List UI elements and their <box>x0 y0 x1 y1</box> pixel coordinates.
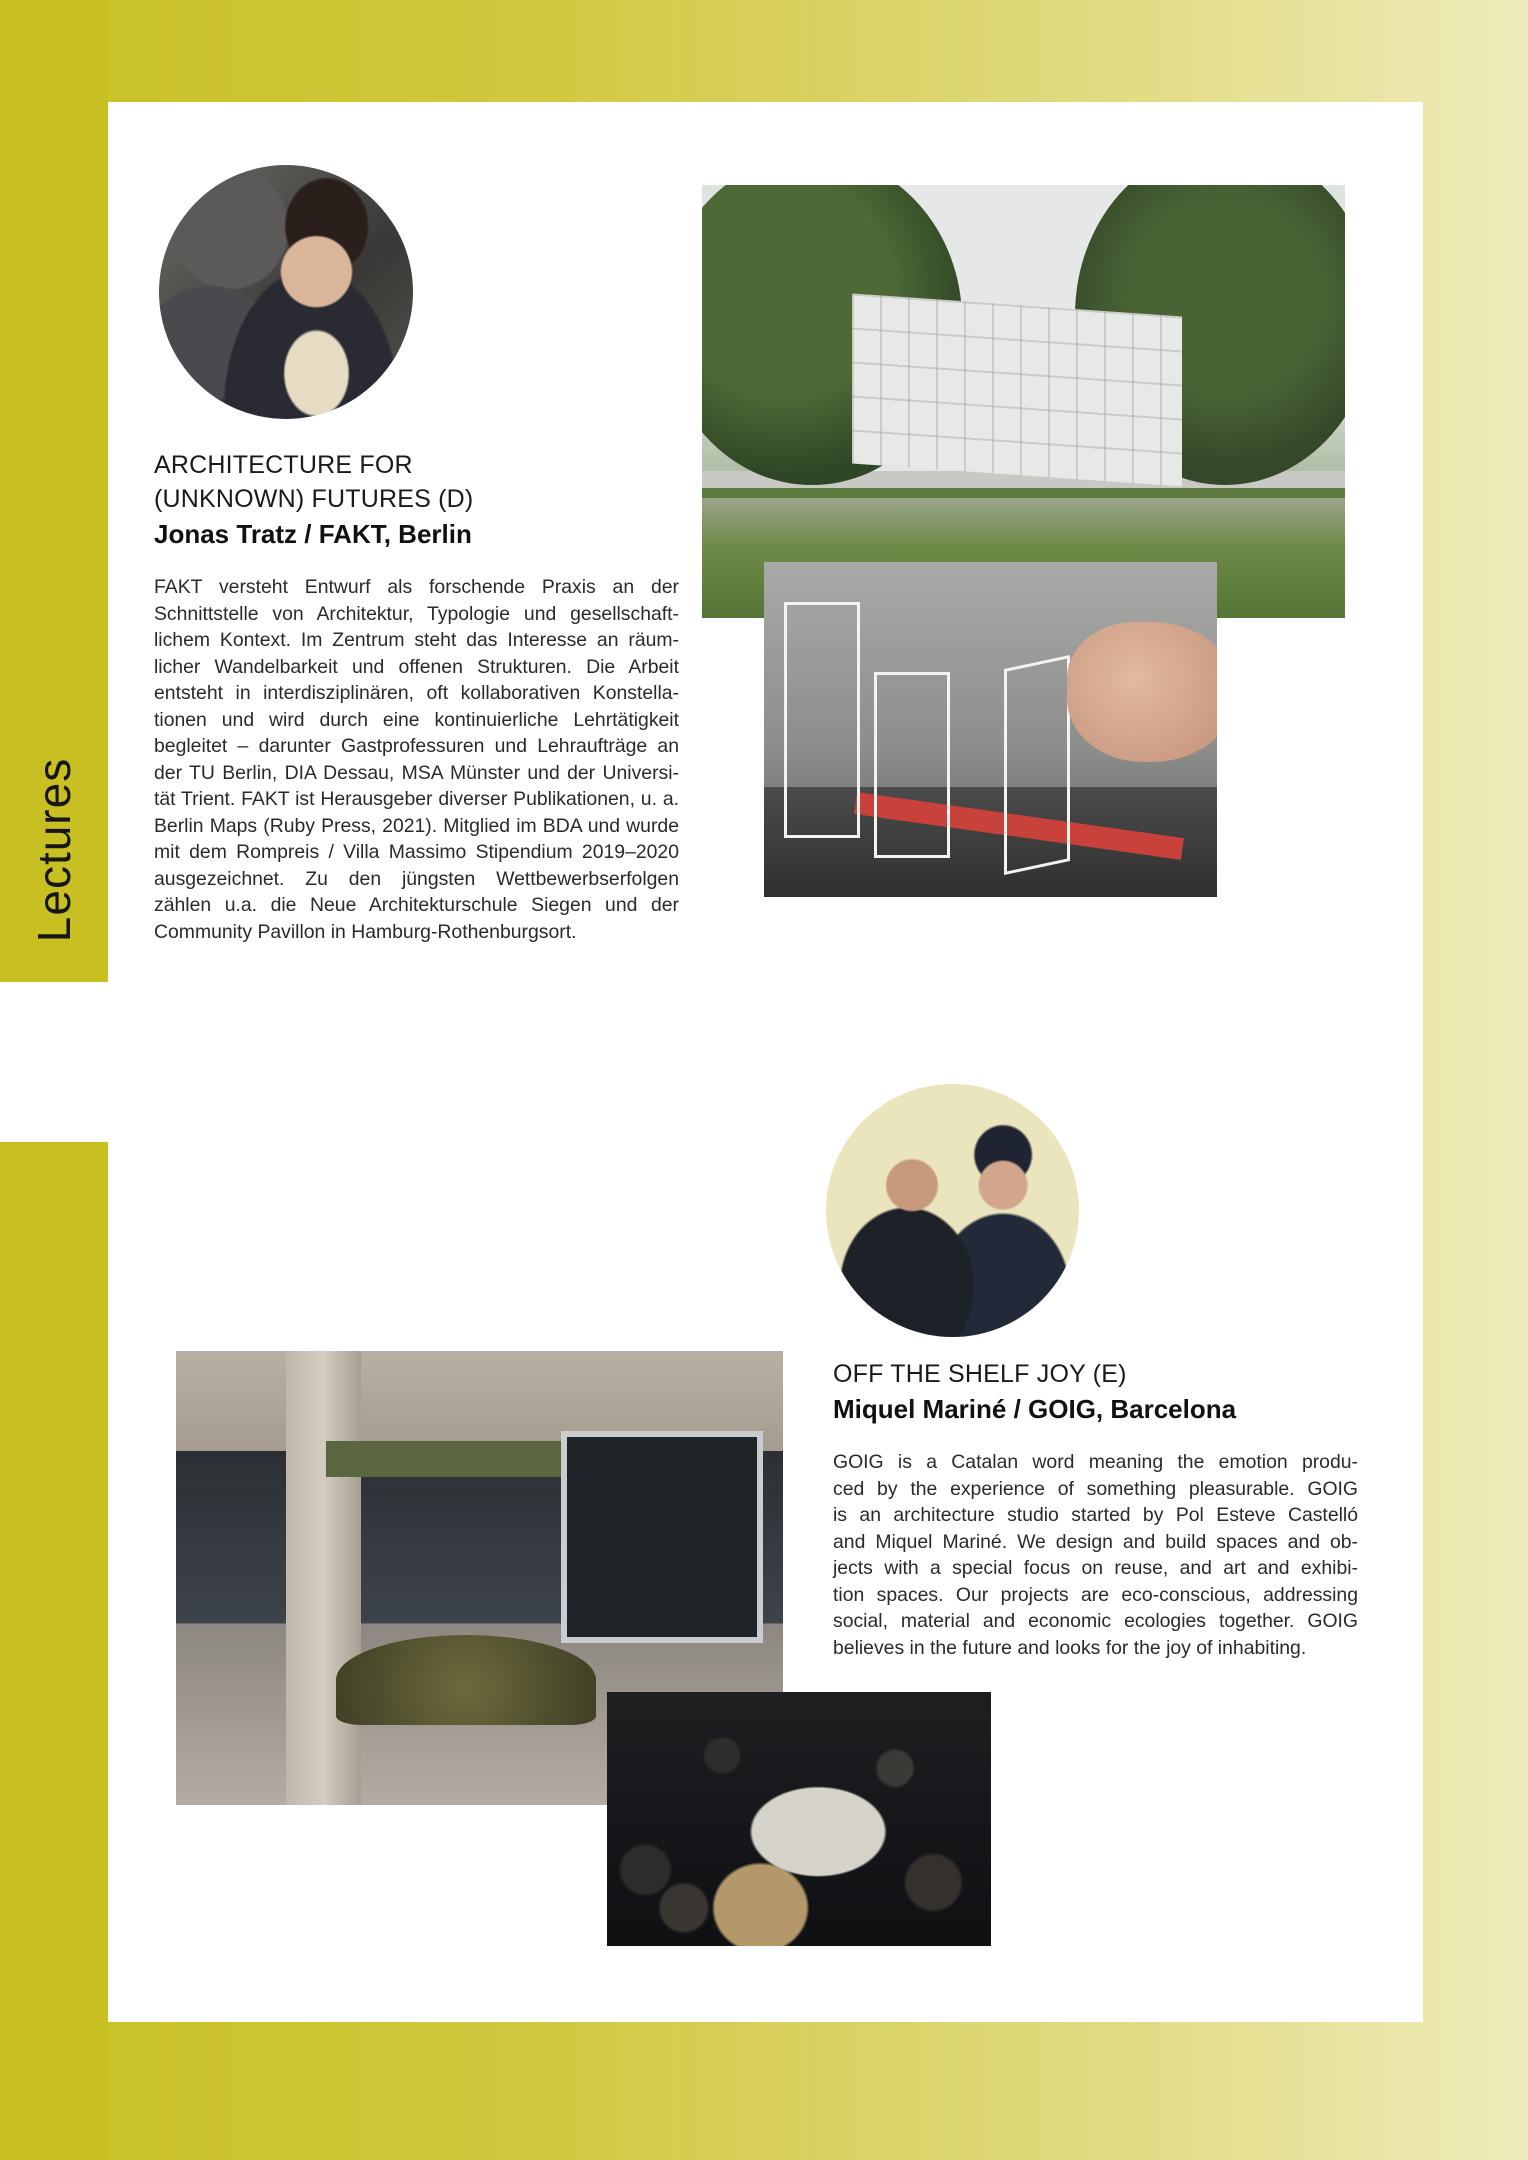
lecture-1-title <box>154 448 679 516</box>
body-line: mit dem Rompreis / Villa Massimo Stipendium 2019–2020 <box>154 841 679 863</box>
body-line: tionen und wird durch eine kontinuierliche Lehrtätigkeit <box>154 708 679 731</box>
body-line: der TU Berlin, DIA Dessau, MSA Münster und der Universi- <box>154 761 679 784</box>
pivot-window <box>561 1431 763 1643</box>
lecture-1 <box>154 448 679 945</box>
sidebar-accent-bottom <box>0 1142 108 2160</box>
body-line: believes in the future and looks for the joy of inhabiting. <box>833 1636 1307 1659</box>
body-line: jects with a special focus on reuse, and art and exhibi- <box>833 1557 1358 1579</box>
hand <box>1067 622 1217 762</box>
building-render-photo <box>702 185 1345 618</box>
body-line: Berlin Maps (Ruby Press, 2021). Mitglied im BDA und wurde <box>154 814 679 837</box>
body-line: ausgezeichnet. Zu den jüngsten Wettbewerbserfolgen <box>154 867 679 890</box>
concrete-column <box>286 1351 361 1805</box>
lecture-2 <box>833 1357 1358 1661</box>
body-line: ced by the experience of something pleasurable. GOIG <box>833 1477 1358 1500</box>
model-frame <box>874 672 950 858</box>
body-line: and Miquel Mariné. We design and build spaces and ob- <box>833 1530 1358 1553</box>
body-line: GOIG is a Catalan word meaning the emotion produ- <box>833 1451 1358 1473</box>
lecture-2-speaker: Miquel Mariné / GOIG, Barcelona <box>833 1394 1237 1424</box>
planter <box>336 1635 596 1725</box>
model-frame <box>784 602 860 838</box>
speaker-portrait-goig <box>826 1084 1079 1337</box>
sidebar-gap <box>0 982 108 1142</box>
body-line: FAKT versteht Entwurf als forschende Praxis an der <box>154 576 679 598</box>
body-line: tät Trient. FAKT ist Herausgeber diverser Publikationen, u. a. <box>154 788 679 810</box>
section-label: Lectures <box>28 757 80 943</box>
lecture-2-title <box>833 1357 1358 1391</box>
architecture-model-photo <box>764 562 1217 897</box>
body-line: is an architecture studio started by Pol Esteve Castelló <box>833 1504 1358 1526</box>
title-line: ARCHITECTURE FOR <box>154 451 413 479</box>
body-line: lichem Kontext. Im Zentrum steht das Interesse an räum- <box>154 629 679 651</box>
lecture-2-description <box>833 1449 1358 1661</box>
body-line: zählen u.a. die Neue Architekturschule Siegen und der <box>154 894 679 916</box>
body-line: tion spaces. Our projects are eco-conscious, addressing <box>833 1583 1358 1606</box>
body-line: Schnittstelle von Architektur, Typologie und gesellschaft- <box>154 602 679 625</box>
body-line: licher Wandelbarkeit und offenen Strukturen. Die Arbeit <box>154 655 679 678</box>
body-line: entsteht in interdisziplinären, oft kollaborativen Konstella- <box>154 682 679 704</box>
crowd <box>607 1692 991 1946</box>
glass-pavilion <box>852 293 1182 486</box>
title-line: (UNKNOWN) FUTURES (D) <box>154 485 474 513</box>
speaker-portrait-jonas-tratz <box>159 165 413 419</box>
body-line: Community Pavillon in Hamburg-Rothenburgsort. <box>154 920 577 943</box>
audience-exhibition-photo <box>607 1692 991 1946</box>
body-line: begleitet – darunter Gastprofessuren und Lehraufträge an <box>154 735 679 757</box>
lecture-1-description <box>154 574 679 945</box>
body-line: social, material and economic ecologies together. GOIG <box>833 1610 1358 1632</box>
model-frame <box>1004 655 1070 875</box>
lecture-1-speaker: Jonas Tratz / FAKT, Berlin <box>154 519 472 549</box>
title-line: OFF THE SHELF JOY (E) <box>833 1360 1127 1388</box>
